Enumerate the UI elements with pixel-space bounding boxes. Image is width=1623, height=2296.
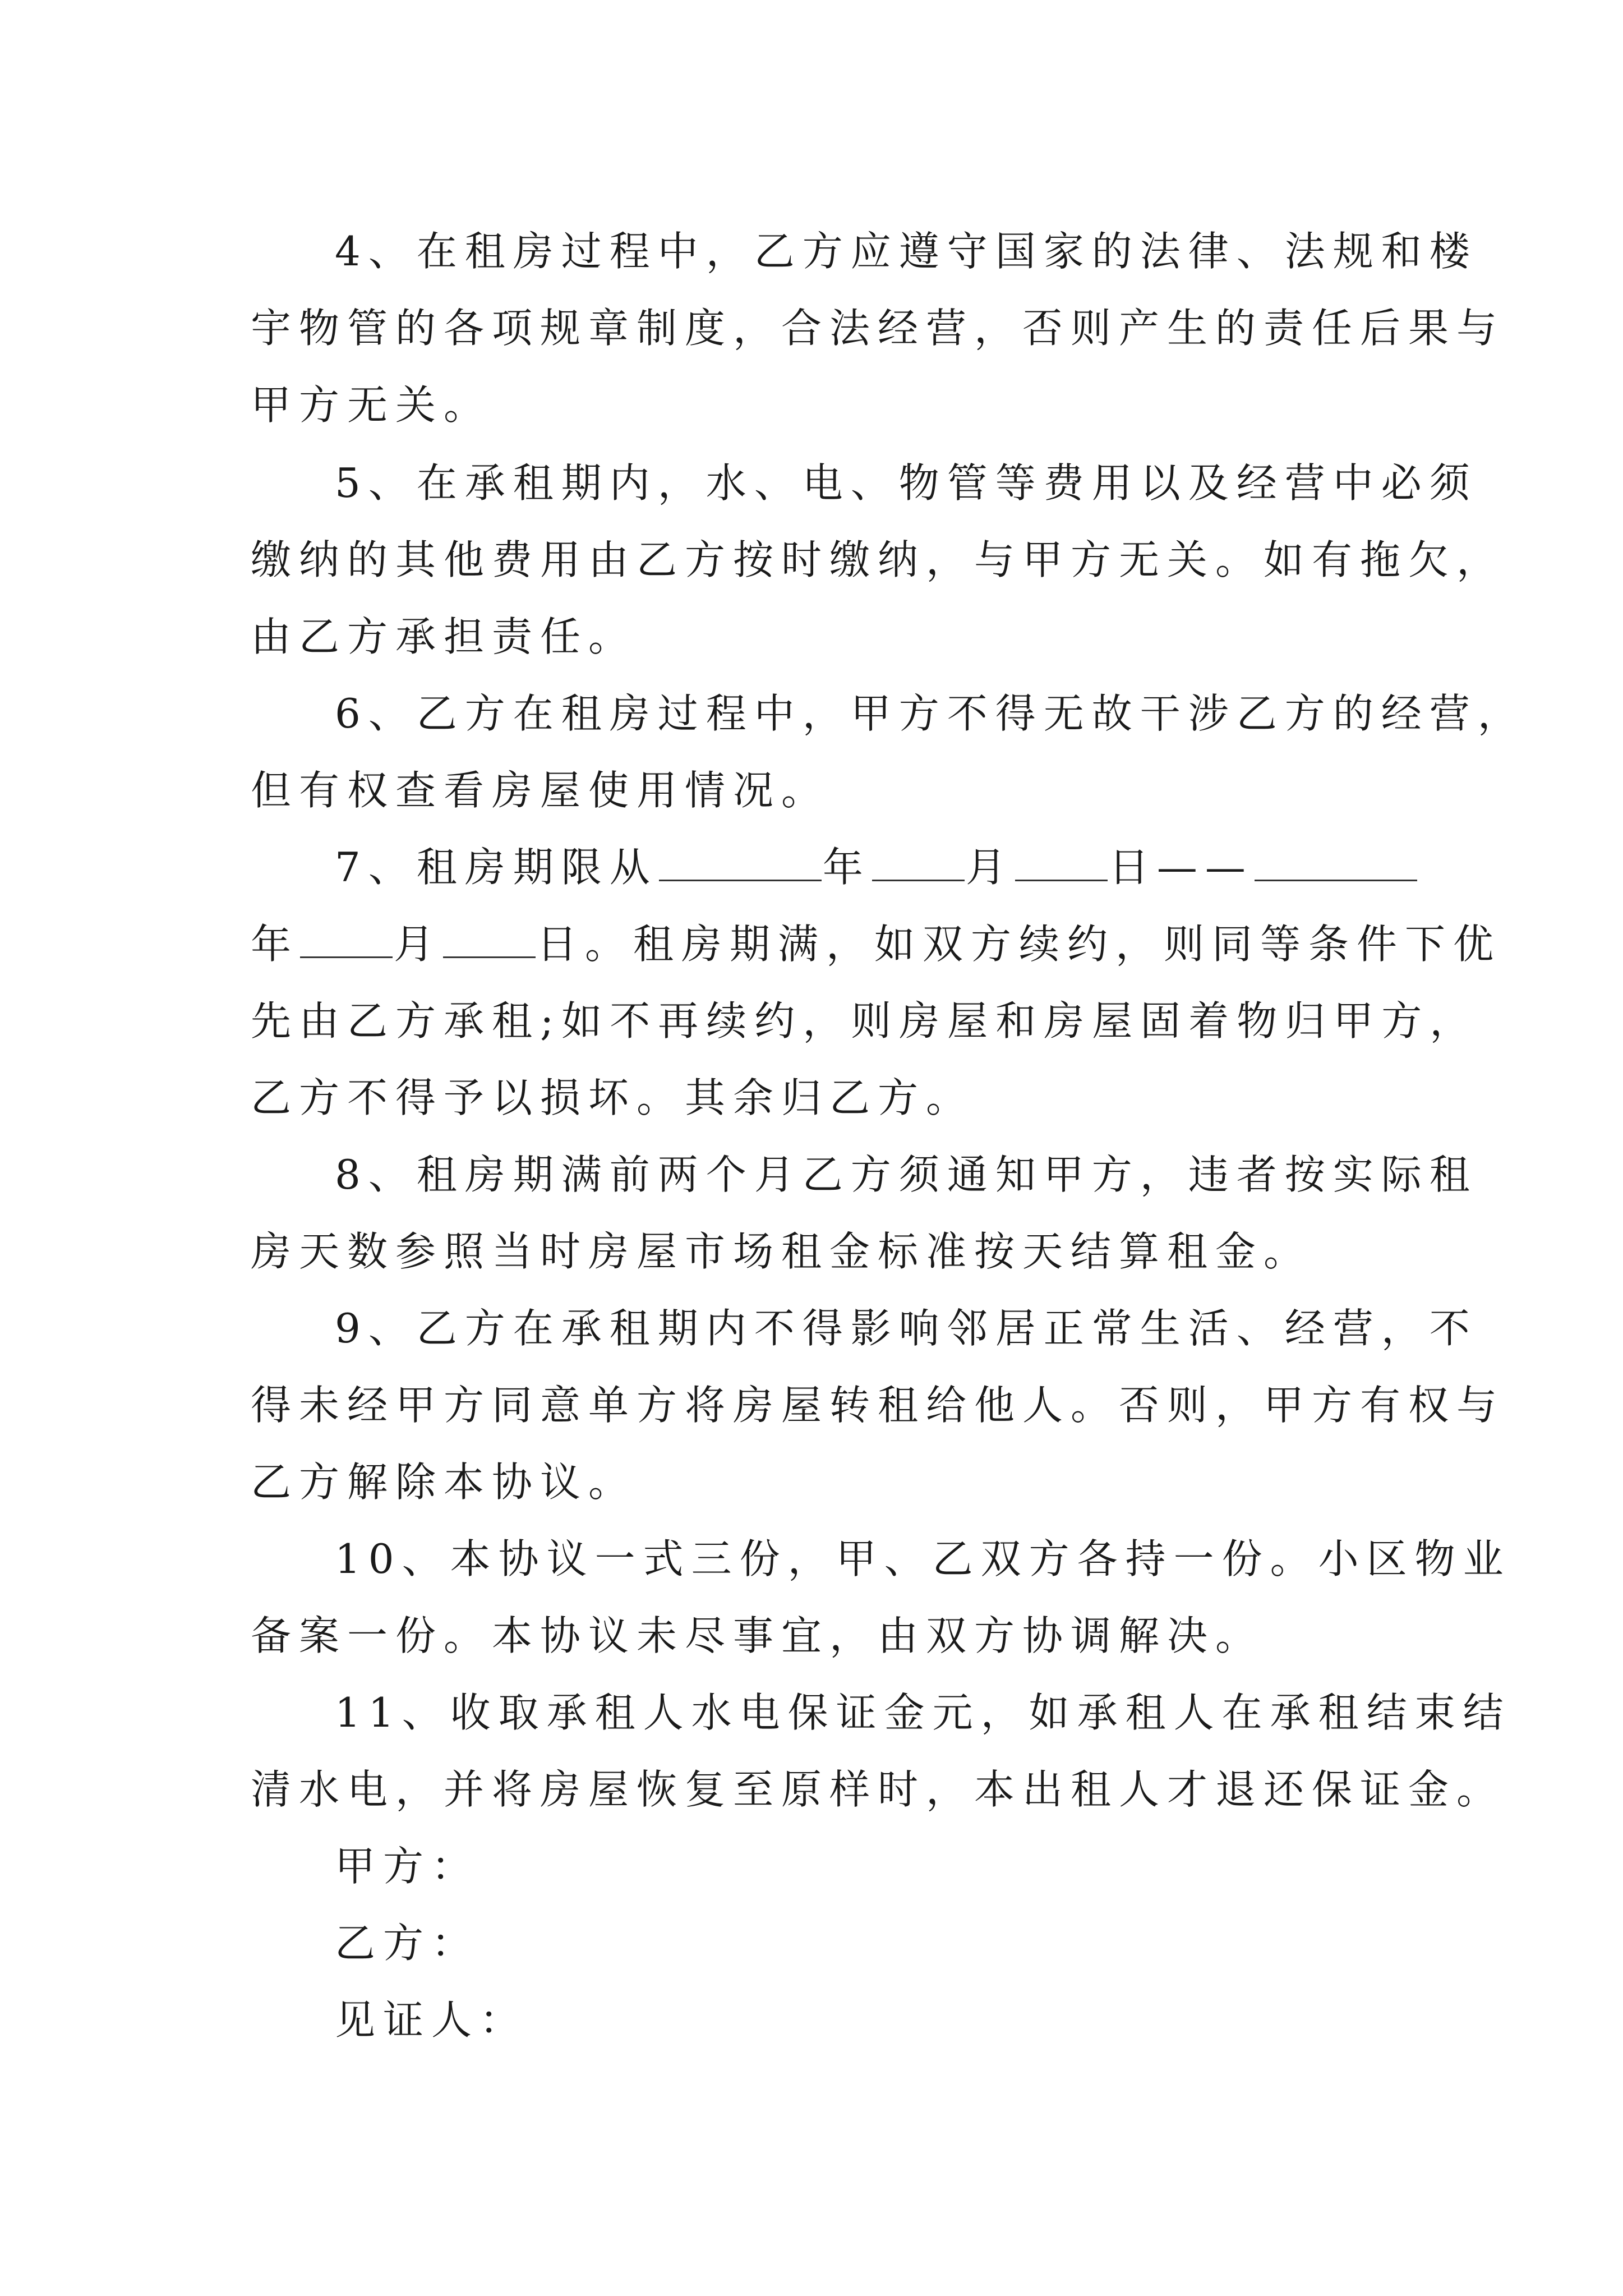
start-day-blank bbox=[1015, 847, 1108, 881]
clause-10-line-2: 备案一份。本协议未尽事宜，由双方协调解决。 bbox=[251, 1612, 1264, 1659]
end-year-blank bbox=[1255, 847, 1417, 881]
clause-4-line-3: 甲方无关。 bbox=[251, 381, 492, 429]
witness-label: 见证人： bbox=[335, 1996, 528, 2044]
clause-7-line-4: 乙方不得予以损坏。其余归乙方。 bbox=[251, 1074, 975, 1121]
clause-10-line-1: 10、本协议一式三份，甲、乙双方各持一份。小区物业 bbox=[335, 1535, 1511, 1582]
term-month-1: 月 bbox=[965, 844, 1014, 891]
end-day-blank bbox=[443, 924, 536, 958]
clause-8-line-1: 8、租房期满前两个月乙方须通知甲方，违者按实际租 bbox=[335, 1151, 1478, 1198]
party-a-label: 甲方： bbox=[335, 1843, 480, 1890]
clause-7-line-3: 先由乙方承租;如不再续约，则房屋和房屋固着物归甲方， bbox=[251, 997, 1478, 1045]
term-rest: 日。租房期满，如双方续约，则同等条件下优 bbox=[537, 921, 1502, 968]
clause-8-line-2: 房天数参照当时房屋市场租金标准按天结算租金。 bbox=[251, 1228, 1312, 1275]
contract-body bbox=[251, 213, 1526, 2059]
clause-5 bbox=[251, 445, 1505, 675]
start-month-blank bbox=[872, 847, 965, 881]
clause-7-line-2 bbox=[251, 906, 1502, 983]
clause-7-line-1 bbox=[251, 829, 1378, 906]
clause-8 bbox=[251, 1137, 1478, 1290]
signature-block bbox=[251, 1828, 1378, 2059]
clause-9-line-2: 得未经甲方同意单方将房屋转租给他人。否则，甲方有权与 bbox=[251, 1382, 1505, 1429]
clause-5-line-2: 缴纳的其他费用由乙方按时缴纳，与甲方无关。如有拖欠， bbox=[251, 536, 1505, 583]
term-month-2: 月 bbox=[394, 921, 442, 968]
clause-9-line-3: 乙方解除本协议。 bbox=[251, 1458, 637, 1506]
clause-4-line-2: 宇物管的各项规章制度，合法经营，否则产生的责任后果与 bbox=[251, 305, 1505, 352]
term-day-1: 日—— bbox=[1108, 844, 1253, 891]
clause-11-line-1: 11、收取承租人水电保证金元，如承租人在承租结束结 bbox=[335, 1689, 1511, 1736]
clause-6-line-2: 但有权查看房屋使用情况。 bbox=[251, 767, 830, 814]
start-year-blank bbox=[659, 847, 822, 881]
term-year-2: 年 bbox=[251, 921, 299, 968]
clause-5-line-1: 5、在承租期内，水、电、物管等费用以及经营中必须 bbox=[335, 459, 1478, 507]
clause-6 bbox=[251, 675, 1526, 829]
term-year-1: 年 bbox=[822, 844, 871, 891]
term-prefix: 7、租房期限从 bbox=[335, 844, 658, 891]
party-b-label: 乙方： bbox=[335, 1920, 480, 1967]
clause-6-line-1: 6、乙方在租房过程中，甲方不得无故干涉乙方的经营， bbox=[335, 690, 1526, 737]
clause-4-line-1: 4、在租房过程中，乙方应遵守国家的法律、法规和楼 bbox=[335, 228, 1478, 275]
end-month-blank bbox=[300, 924, 393, 958]
clause-7 bbox=[251, 829, 1502, 1137]
clause-9-line-1: 9、乙方在承租期内不得影响邻居正常生活、经营，不 bbox=[335, 1305, 1478, 1352]
clause-11 bbox=[251, 1674, 1511, 1828]
clause-9 bbox=[251, 1290, 1505, 1521]
clause-5-line-3: 由乙方承担责任。 bbox=[251, 613, 637, 660]
clause-4 bbox=[251, 213, 1505, 444]
clause-10 bbox=[251, 1521, 1511, 1674]
clause-11-line-2: 清水电，并将房屋恢复至原样时，本出租人才退还保证金。 bbox=[251, 1766, 1505, 1813]
